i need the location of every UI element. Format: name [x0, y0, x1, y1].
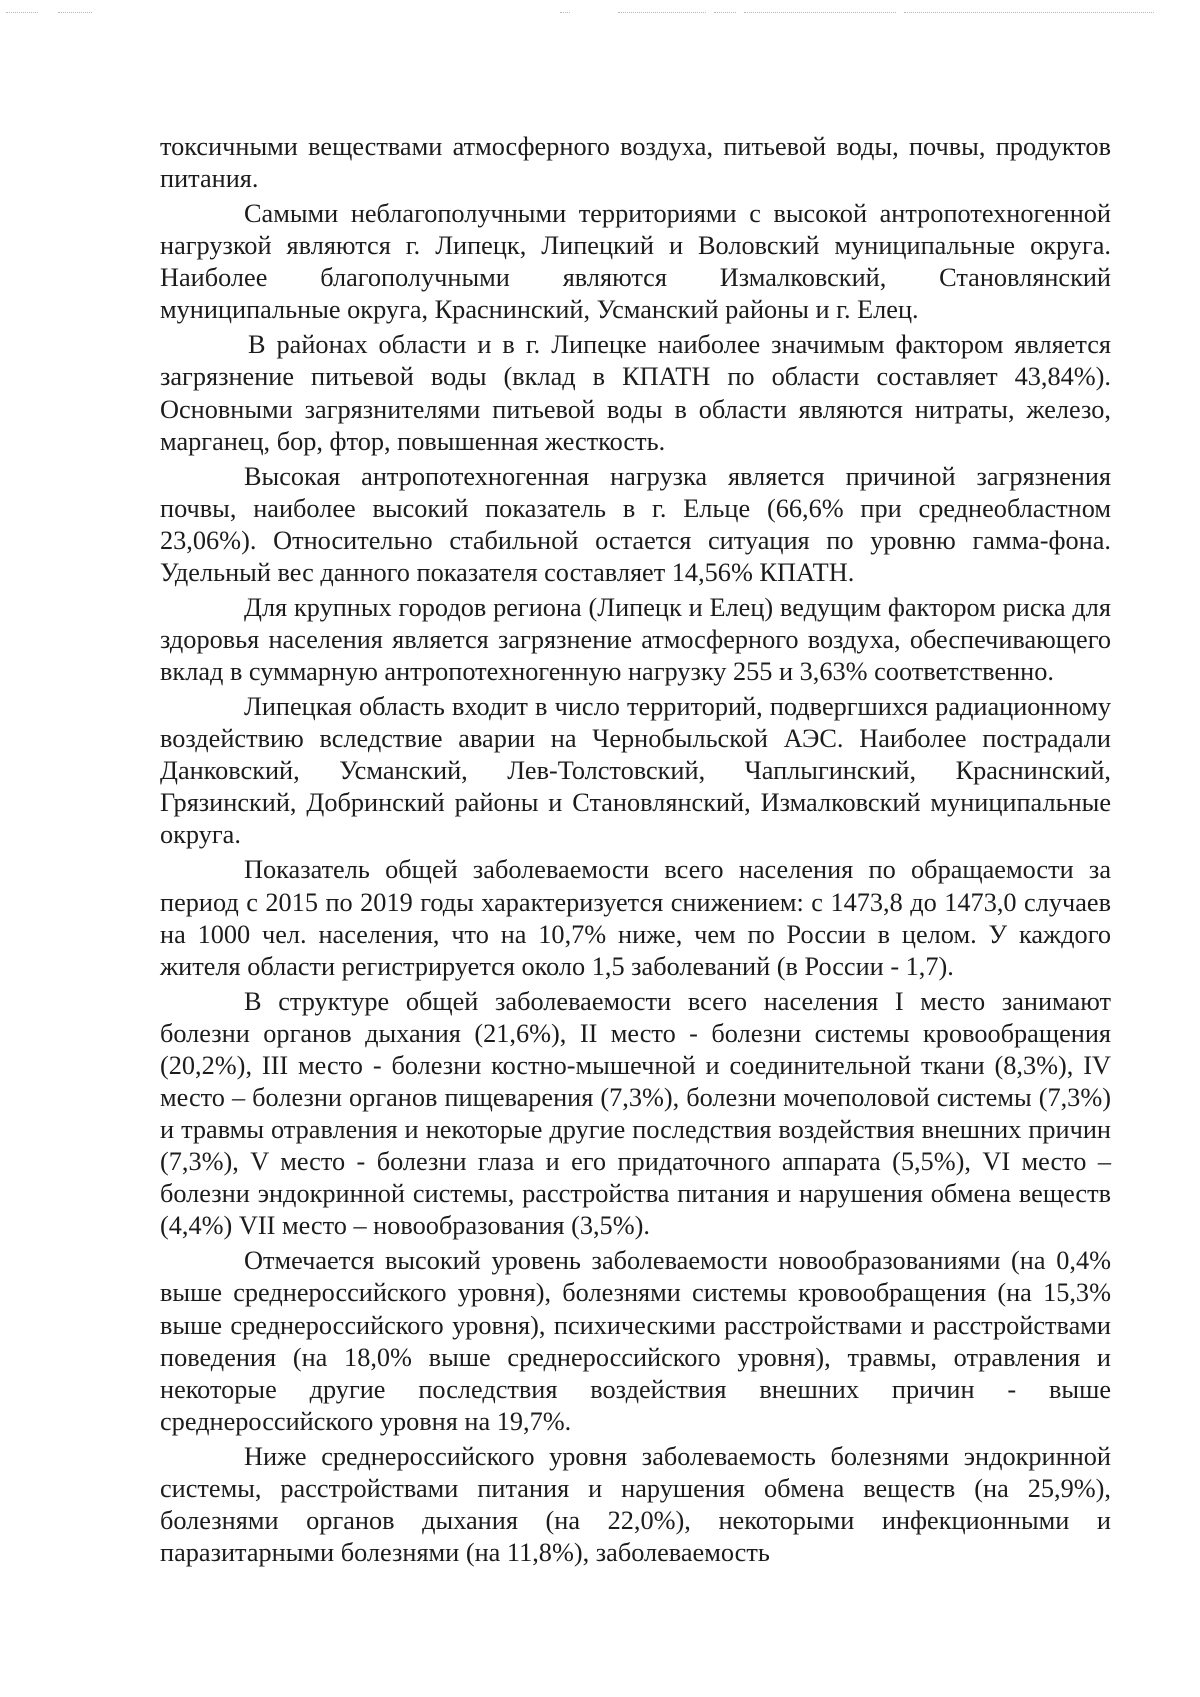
document-body: [160, 131, 1111, 1569]
paragraph-drinking-water: В районах области и в г. Липецке наиболее значимым фактором является загрязнение питьевой воды (вклад в КПАТН по области составляет 43,84%). Основными загрязнителями питьевой воды в области являются нитраты, железо, марганец, бор, фтор, повышенная жесткость.: [160, 330, 1111, 456]
paragraph-low-morbidity: Ниже среднероссийского уровня заболеваемость болезнями эндокринной системы, расстройствами питания и нарушения обмена веществ (на 25,9%), болезнями органов дыхания (на 22,0%), некоторыми инфекционными и паразитарными болезнями (на 11,8%), заболеваемость: [160, 1441, 1111, 1568]
paragraph-chernobyl-radiation: Липецкая область входит в число территорий, подвергшихся радиационному воздействию вследствие аварии на Чернобыльской АЭС. Наиболее пострадали Данковский, Усманский, Лев-Толстовский, Чаплыгинский, Краснинский, Грязинский, Добринский районы и Становлянский, Измалковский муниципальные округа.: [160, 692, 1111, 850]
paragraph-soil-pollution: Высокая антропотехногенная нагрузка является причиной загрязнения почвы, наиболее высокий показатель в г. Ельце (66,6% при среднеобластном 23,06%). Относительно стабильной остается ситуация по уровню гамма-фона. Удельный вес данного показателя составляет 14,56% КПАТН.: [160, 461, 1111, 587]
paragraph-high-morbidity: Отмечается высокий уровень заболеваемости новообразованиями (на 0,4% выше среднероссийского уровня), болезнями системы кровообращения (на 15,3% выше среднероссийского уровня), психическими расстройствами и расстройствами поведения (на 18,0% выше среднероссийского уровня), травмы, отравления и некоторые другие последствия воздействия внешних причин - выше среднероссийского уровня на 19,7%.: [160, 1246, 1111, 1436]
paragraph-continuation: токсичными веществами атмосферного воздуха, питьевой воды, почвы, продуктов питания.: [160, 132, 1111, 194]
scan-artifact-marks: [0, 12, 1200, 15]
paragraph-air-pollution: Для крупных городов региона (Липецк и Елец) ведущим фактором риска для здоровья населения является загрязнение атмосферного воздуха, обеспечивающего вклад в суммарную антропотехногенную нагрузку 255 и 3,63% соответственно.: [160, 592, 1111, 687]
paragraph-disadvantaged-territories: Самыми неблагополучными территориями с высокой антропотехногенной нагрузкой являются г. Липецк, Липецкий и Воловский муниципальные округа. Наиболее благополучными являются Измалковский, Становлянский муниципальные округа, Краснинский, Усманский районы и г. Елец.: [160, 199, 1111, 325]
paragraph-morbidity-structure: В структуре общей заболеваемости всего населения I место занимают болезни органов дыхания (21,6%), II место - болезни системы кровообращения (20,2%), III место - болезни костно-мышечной и соединительной ткани (8,3%), IV место – болезни органов пищеварения (7,3%), болезни мочеполовой системы (7,3%) и травмы отравления и некоторые другие последствия воздействия внешних причин (7,3%), V место - болезни глаза и его придаточного аппарата (5,5%), VI место – болезни эндокринной системы, расстройства питания и нарушения обмена веществ (4,4%) VII место – новообразования (3,5%).: [160, 986, 1111, 1241]
paragraph-general-morbidity: Показатель общей заболеваемости всего населения по обращаемости за период с 2015 по 2019 годы характеризуется снижением: с 1473,8 до 1473,0 случаев на 1000 чел. населения, что на 10,7% ниже, чем по России в целом. У каждого жителя области регистрируется около 1,5 заболеваний (в России - 1,7).: [160, 855, 1111, 981]
